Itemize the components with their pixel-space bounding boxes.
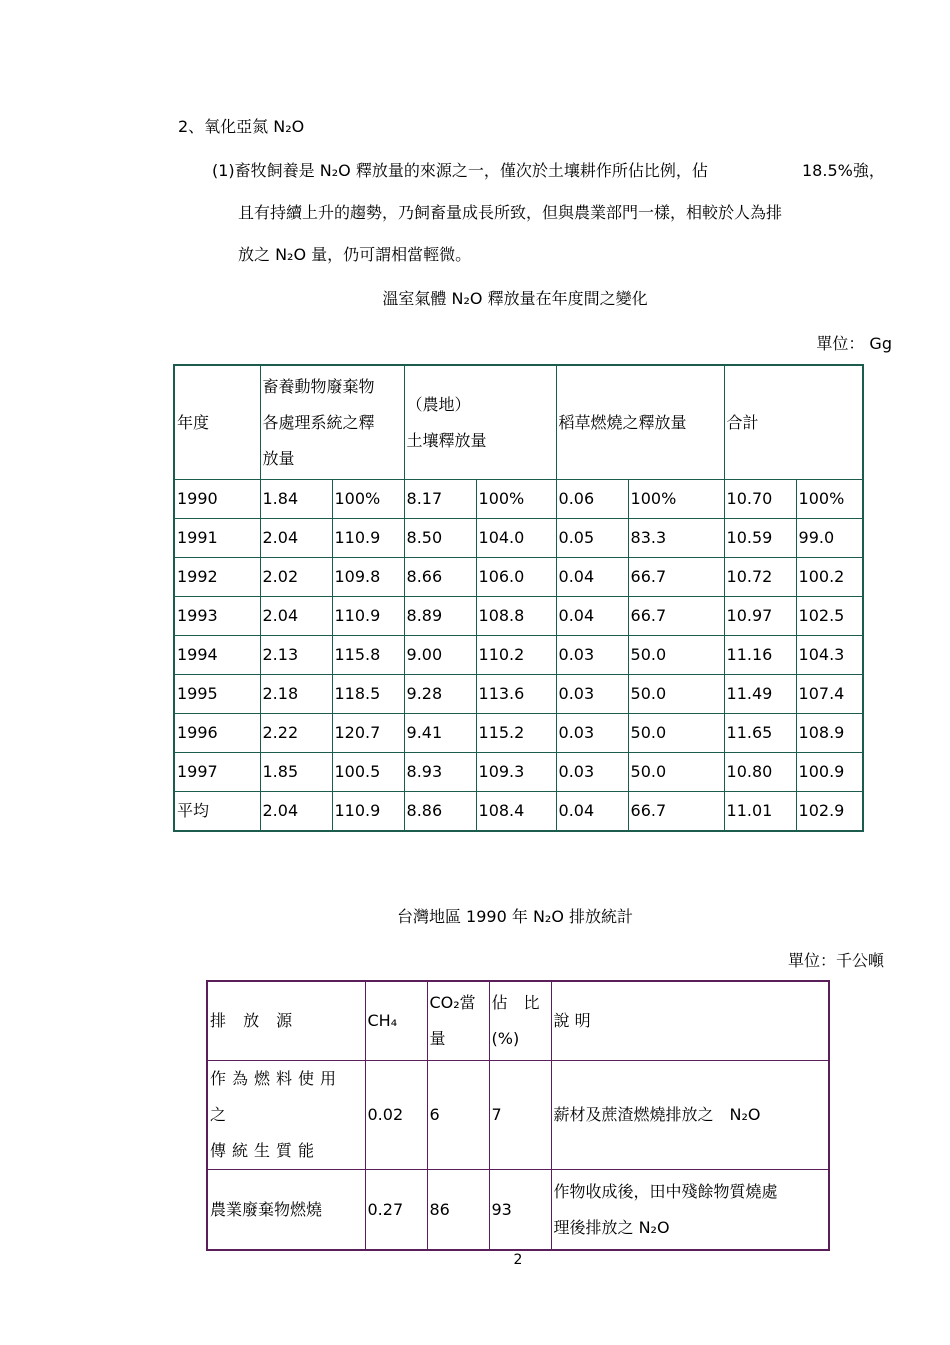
cell-straw-value: 0.04 bbox=[556, 792, 628, 832]
table-row bbox=[174, 519, 863, 558]
cell-soil-pct: 106.0 bbox=[476, 558, 556, 597]
cell-ch4: 0.02 bbox=[365, 1061, 427, 1170]
cell-total-value: 10.72 bbox=[724, 558, 796, 597]
cell-straw-pct: 100% bbox=[628, 480, 724, 519]
cell-year: 1996 bbox=[174, 714, 260, 753]
cell-livestock-value: 2.04 bbox=[260, 519, 332, 558]
cell-total-value: 10.80 bbox=[724, 753, 796, 792]
table-row bbox=[207, 1061, 829, 1170]
cell-total-value: 10.97 bbox=[724, 597, 796, 636]
cell-livestock-value: 2.13 bbox=[260, 636, 332, 675]
cell-total-pct: 100.2 bbox=[796, 558, 863, 597]
cell-soil-value: 9.28 bbox=[404, 675, 476, 714]
cell-note: 薪材及蔗渣燃燒排放之 N₂O bbox=[551, 1061, 829, 1170]
cell-year: 1990 bbox=[174, 480, 260, 519]
header-year: 年度 bbox=[174, 365, 260, 480]
cell-livestock-pct: 100.5 bbox=[332, 753, 404, 792]
cell-livestock-pct: 110.9 bbox=[332, 597, 404, 636]
paragraph-line-1-left: (1)畜牧飼養是 N₂O 釋放量的來源之一，僅次於土壤耕作所佔比例，佔 bbox=[212, 161, 708, 180]
cell-ratio: 93 bbox=[489, 1170, 551, 1251]
cell-soil-value: 9.41 bbox=[404, 714, 476, 753]
cell-livestock-pct: 110.9 bbox=[332, 519, 404, 558]
cell-livestock-value: 1.85 bbox=[260, 753, 332, 792]
cell-soil-value: 8.89 bbox=[404, 597, 476, 636]
cell-total-value: 11.65 bbox=[724, 714, 796, 753]
cell-note: 作物收成後，田中殘餘物質燒處 理後排放之 N₂O bbox=[551, 1170, 829, 1251]
cell-total-pct: 108.9 bbox=[796, 714, 863, 753]
header-source: 排 放 源 bbox=[207, 981, 365, 1061]
cell-soil-pct: 108.8 bbox=[476, 597, 556, 636]
cell-straw-pct: 66.7 bbox=[628, 558, 724, 597]
cell-straw-pct: 66.7 bbox=[628, 597, 724, 636]
table-row bbox=[174, 597, 863, 636]
cell-straw-value: 0.05 bbox=[556, 519, 628, 558]
cell-co2: 6 bbox=[427, 1061, 489, 1170]
cell-total-pct: 102.9 bbox=[796, 792, 863, 832]
cell-total-value: 10.70 bbox=[724, 480, 796, 519]
cell-soil-value: 8.93 bbox=[404, 753, 476, 792]
cell-total-value: 10.59 bbox=[724, 519, 796, 558]
header-note: 說 明 bbox=[551, 981, 829, 1061]
cell-total-value: 11.16 bbox=[724, 636, 796, 675]
table-row bbox=[174, 675, 863, 714]
cell-soil-pct: 104.0 bbox=[476, 519, 556, 558]
cell-livestock-pct: 118.5 bbox=[332, 675, 404, 714]
cell-livestock-pct: 115.8 bbox=[332, 636, 404, 675]
table-row bbox=[174, 558, 863, 597]
cell-soil-value: 8.17 bbox=[404, 480, 476, 519]
table-row bbox=[174, 792, 863, 832]
cell-straw-pct: 50.0 bbox=[628, 753, 724, 792]
table2-body bbox=[207, 1061, 829, 1251]
cell-livestock-value: 1.84 bbox=[260, 480, 332, 519]
n2o-1990-table bbox=[206, 980, 830, 1251]
table1-title: 溫室氣體 N₂O 釋放量在年度間之變化 bbox=[382, 289, 648, 308]
cell-year: 1994 bbox=[174, 636, 260, 675]
cell-soil-pct: 110.2 bbox=[476, 636, 556, 675]
cell-livestock-value: 2.04 bbox=[260, 792, 332, 832]
cell-livestock-pct: 120.7 bbox=[332, 714, 404, 753]
cell-straw-value: 0.03 bbox=[556, 714, 628, 753]
cell-soil-pct: 108.4 bbox=[476, 792, 556, 832]
cell-livestock-value: 2.22 bbox=[260, 714, 332, 753]
cell-soil-pct: 109.3 bbox=[476, 753, 556, 792]
cell-soil-value: 8.50 bbox=[404, 519, 476, 558]
cell-soil-value: 8.66 bbox=[404, 558, 476, 597]
cell-year: 1997 bbox=[174, 753, 260, 792]
cell-livestock-pct: 100% bbox=[332, 480, 404, 519]
cell-straw-value: 0.03 bbox=[556, 753, 628, 792]
cell-soil-value: 9.00 bbox=[404, 636, 476, 675]
header-ratio: 佔 比 (%) bbox=[489, 981, 551, 1061]
cell-straw-pct: 50.0 bbox=[628, 714, 724, 753]
cell-livestock-value: 2.18 bbox=[260, 675, 332, 714]
cell-year: 1993 bbox=[174, 597, 260, 636]
cell-total-pct: 102.5 bbox=[796, 597, 863, 636]
cell-straw-pct: 50.0 bbox=[628, 675, 724, 714]
cell-straw-value: 0.03 bbox=[556, 636, 628, 675]
cell-straw-pct: 83.3 bbox=[628, 519, 724, 558]
cell-straw-value: 0.04 bbox=[556, 558, 628, 597]
header-co2: CO₂當 量 bbox=[427, 981, 489, 1061]
cell-total-pct: 99.0 bbox=[796, 519, 863, 558]
table1-body bbox=[174, 480, 863, 832]
paragraph-line-3: 放之 N₂O 量，仍可謂相當輕微。 bbox=[238, 245, 472, 264]
cell-total-value: 11.01 bbox=[724, 792, 796, 832]
table1-header-row bbox=[174, 365, 863, 480]
cell-straw-value: 0.03 bbox=[556, 675, 628, 714]
cell-livestock-pct: 109.8 bbox=[332, 558, 404, 597]
page-number: 2 bbox=[513, 1252, 523, 1268]
header-straw: 稻草燃燒之釋放量 bbox=[556, 365, 724, 480]
paragraph-line-1 bbox=[212, 158, 902, 181]
cell-soil-pct: 113.6 bbox=[476, 675, 556, 714]
cell-ch4: 0.27 bbox=[365, 1170, 427, 1251]
table-row bbox=[174, 636, 863, 675]
header-total: 合計 bbox=[724, 365, 863, 480]
table2-header-row bbox=[207, 981, 829, 1061]
table-row bbox=[174, 714, 863, 753]
header-soil: （農地） 土壤釋放量 bbox=[404, 365, 556, 480]
cell-livestock-pct: 110.9 bbox=[332, 792, 404, 832]
n2o-annual-table bbox=[173, 364, 864, 832]
header-ch4: CH₄ bbox=[365, 981, 427, 1061]
table2-title: 台灣地區 1990 年 N₂O 排放統計 bbox=[396, 907, 634, 926]
cell-total-pct: 104.3 bbox=[796, 636, 863, 675]
table-row bbox=[207, 1170, 829, 1251]
cell-livestock-value: 2.02 bbox=[260, 558, 332, 597]
cell-ratio: 7 bbox=[489, 1061, 551, 1170]
cell-year: 1991 bbox=[174, 519, 260, 558]
cell-year: 1992 bbox=[174, 558, 260, 597]
cell-straw-pct: 66.7 bbox=[628, 792, 724, 832]
header-livestock: 畜養動物廢棄物 各處理系統之釋 放量 bbox=[260, 365, 404, 480]
table-row bbox=[174, 753, 863, 792]
cell-livestock-value: 2.04 bbox=[260, 597, 332, 636]
table-row bbox=[174, 480, 863, 519]
cell-straw-value: 0.06 bbox=[556, 480, 628, 519]
cell-year: 平均 bbox=[174, 792, 260, 832]
cell-year: 1995 bbox=[174, 675, 260, 714]
cell-total-pct: 107.4 bbox=[796, 675, 863, 714]
paragraph-line-2: 且有持續上升的趨勢，乃飼畜量成長所致，但與農業部門一樣，相較於人為排 bbox=[238, 203, 783, 222]
cell-source: 作為燃料使用之 傳統生質能 bbox=[207, 1061, 365, 1170]
cell-total-pct: 100% bbox=[796, 480, 863, 519]
section-heading: 2、氧化亞氮 N₂O bbox=[178, 117, 305, 136]
table2-unit: 單位：千公噸 bbox=[787, 951, 884, 970]
cell-soil-pct: 100% bbox=[476, 480, 556, 519]
cell-soil-value: 8.86 bbox=[404, 792, 476, 832]
paragraph-line-1-right: 18.5%強， bbox=[802, 161, 885, 180]
cell-co2: 86 bbox=[427, 1170, 489, 1251]
cell-straw-value: 0.04 bbox=[556, 597, 628, 636]
cell-total-value: 11.49 bbox=[724, 675, 796, 714]
cell-straw-pct: 50.0 bbox=[628, 636, 724, 675]
table1-unit: 單位： Gg bbox=[816, 334, 892, 353]
cell-total-pct: 100.9 bbox=[796, 753, 863, 792]
cell-soil-pct: 115.2 bbox=[476, 714, 556, 753]
cell-source: 農業廢棄物燃燒 bbox=[207, 1170, 365, 1251]
